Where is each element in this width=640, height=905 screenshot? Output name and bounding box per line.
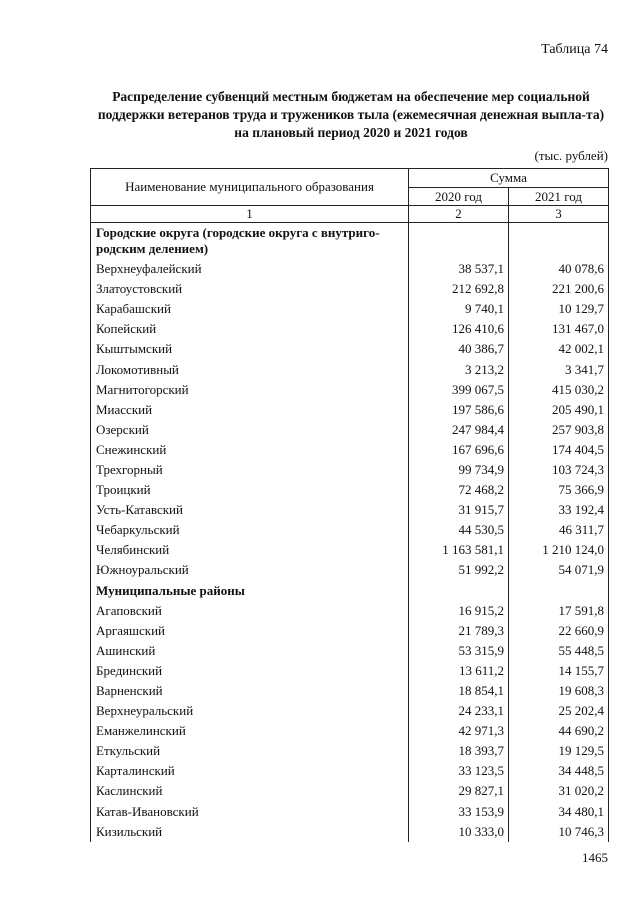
amount-2020: 9 740,1: [409, 299, 509, 319]
amount-2021: 33 192,4: [509, 500, 609, 520]
amount-2020: 13 611,2: [409, 661, 509, 681]
municipality-name: Челябинский: [91, 540, 409, 560]
table-row: [91, 259, 609, 279]
amount-2021: 22 660,9: [509, 621, 609, 641]
table-row: [91, 601, 609, 621]
table-row: [91, 741, 609, 761]
municipality-name: Карабашский: [91, 299, 409, 319]
table-row: [91, 661, 609, 681]
table-row: [91, 681, 609, 701]
municipality-name: Еманжелинский: [91, 721, 409, 741]
municipality-name: Агаповский: [91, 601, 409, 621]
header-col-number-1: 1: [91, 206, 409, 223]
amount-2021: 54 071,9: [509, 560, 609, 580]
amount-2021: 34 448,5: [509, 761, 609, 781]
amount-2021: 17 591,8: [509, 601, 609, 621]
header-year-2020: 2020 год: [409, 188, 509, 206]
municipality-name: Брединский: [91, 661, 409, 681]
amount-2021: 415 030,2: [509, 380, 609, 400]
amount-2020: 399 067,5: [409, 380, 509, 400]
document-title: Распределение субвенций местным бюджетам на обеспечение мер социальной поддержки ветеранов труда и тружеников тыла (ежемесячная денежная выпла-та) на плановый период 2020 и 2021 годов: [97, 89, 605, 140]
municipality-name: Верхнеуфалейский: [91, 259, 409, 279]
municipality-name: Чебаркульский: [91, 520, 409, 540]
table-body: [91, 223, 609, 842]
table-row: [91, 802, 609, 822]
table-row: [91, 339, 609, 359]
municipality-name: Аргаяшский: [91, 621, 409, 641]
amount-2020: 16 915,2: [409, 601, 509, 621]
header-sum: Сумма: [409, 169, 609, 188]
amount-2021: 3 341,7: [509, 359, 609, 379]
table-row: [91, 279, 609, 299]
amount-2021: 131 467,0: [509, 319, 609, 339]
amount-2020: 38 537,1: [409, 259, 509, 279]
municipality-name: Южноуральский: [91, 560, 409, 580]
amount-2020: 21 789,3: [409, 621, 509, 641]
amount-2020: 51 992,2: [409, 560, 509, 580]
table-row: [91, 299, 609, 319]
amount-2020: 33 123,5: [409, 761, 509, 781]
amount-2021: 1 210 124,0: [509, 540, 609, 560]
amount-2020: 10 333,0: [409, 822, 509, 842]
header-col-number-3: 3: [509, 206, 609, 223]
table-row: [91, 359, 609, 379]
table-row: [91, 460, 609, 480]
municipality-name: Кизильский: [91, 822, 409, 842]
amount-2020: 31 915,7: [409, 500, 509, 520]
table-row: [91, 822, 609, 842]
amount-2021: 42 002,1: [509, 339, 609, 359]
amount-2020: 40 386,7: [409, 339, 509, 359]
table-row: [91, 480, 609, 500]
table-row: [91, 641, 609, 661]
table-row: [91, 721, 609, 741]
amount-2021: 31 020,2: [509, 781, 609, 801]
municipality-name: Снежинский: [91, 440, 409, 460]
amount-2021: 103 724,3: [509, 460, 609, 480]
table-row: [91, 440, 609, 460]
amount-2021: 10 746,3: [509, 822, 609, 842]
amount-2021: 46 311,7: [509, 520, 609, 540]
section-title-urban: Городские округа (городские округа с внутриго-родским делением): [91, 223, 409, 260]
municipality-name: Златоустовский: [91, 279, 409, 299]
amount-2021: 205 490,1: [509, 400, 609, 420]
table-row: [91, 540, 609, 560]
amount-2021: 34 480,1: [509, 802, 609, 822]
table-number: Таблица 74: [541, 42, 608, 57]
amount-2021: 257 903,8: [509, 420, 609, 440]
section-row-urban: [91, 223, 609, 260]
amount-2020: 72 468,2: [409, 480, 509, 500]
municipality-name: Копейский: [91, 319, 409, 339]
municipality-name: Трехгорный: [91, 460, 409, 480]
amount-2021: 44 690,2: [509, 721, 609, 741]
amount-2021: 19 608,3: [509, 681, 609, 701]
amount-2020: 44 530,5: [409, 520, 509, 540]
municipality-name: Троицкий: [91, 480, 409, 500]
municipality-name: Еткульский: [91, 741, 409, 761]
table-row: [91, 319, 609, 339]
municipality-name: Магнитогорский: [91, 380, 409, 400]
amount-2021: 19 129,5: [509, 741, 609, 761]
units-label: (тыс. рублей): [534, 148, 608, 163]
amount-2021: 14 155,7: [509, 661, 609, 681]
amount-2020: 18 393,7: [409, 741, 509, 761]
header-year-2021: 2021 год: [509, 188, 609, 206]
municipality-name: Верхнеуральский: [91, 701, 409, 721]
section-title-districts: Муниципальные районы: [91, 581, 409, 601]
amount-2020: 126 410,6: [409, 319, 509, 339]
amount-2020: 99 734,9: [409, 460, 509, 480]
municipality-name: Миасский: [91, 400, 409, 420]
municipality-name: Озерский: [91, 420, 409, 440]
amount-2021: 40 078,6: [509, 259, 609, 279]
amount-2020: 53 315,9: [409, 641, 509, 661]
table-row: [91, 420, 609, 440]
municipality-name: Каслинский: [91, 781, 409, 801]
table-row: [91, 781, 609, 801]
municipality-name: Кыштымский: [91, 339, 409, 359]
amount-2020: 167 696,6: [409, 440, 509, 460]
amount-2021: 25 202,4: [509, 701, 609, 721]
amount-2020: 18 854,1: [409, 681, 509, 701]
budget-table: [90, 168, 609, 842]
amount-2020: 29 827,1: [409, 781, 509, 801]
table-row: [91, 560, 609, 580]
table-row: [91, 500, 609, 520]
amount-2020: 33 153,9: [409, 802, 509, 822]
table-row: [91, 761, 609, 781]
amount-2020: 1 163 581,1: [409, 540, 509, 560]
amount-2020: 3 213,2: [409, 359, 509, 379]
header-name-column: Наименование муниципального образования: [91, 169, 409, 206]
table-row: [91, 400, 609, 420]
amount-2021: 75 366,9: [509, 480, 609, 500]
municipality-name: Карталинский: [91, 761, 409, 781]
table-header: [91, 169, 609, 223]
table-row: [91, 380, 609, 400]
amount-2021: 174 404,5: [509, 440, 609, 460]
amount-2021: 55 448,5: [509, 641, 609, 661]
municipality-name: Варненский: [91, 681, 409, 701]
table-row: [91, 621, 609, 641]
table-row: [91, 701, 609, 721]
header-col-number-2: 2: [409, 206, 509, 223]
section-row-districts: [91, 581, 609, 601]
amount-2021: 10 129,7: [509, 299, 609, 319]
amount-2020: 247 984,4: [409, 420, 509, 440]
amount-2020: 42 971,3: [409, 721, 509, 741]
amount-2021: 221 200,6: [509, 279, 609, 299]
amount-2020: 24 233,1: [409, 701, 509, 721]
table-row: [91, 520, 609, 540]
amount-2020: 197 586,6: [409, 400, 509, 420]
page-number: 1465: [582, 850, 608, 865]
municipality-name: Ашинский: [91, 641, 409, 661]
municipality-name: Катав-Ивановский: [91, 802, 409, 822]
municipality-name: Усть-Катавский: [91, 500, 409, 520]
municipality-name: Локомотивный: [91, 359, 409, 379]
amount-2020: 212 692,8: [409, 279, 509, 299]
